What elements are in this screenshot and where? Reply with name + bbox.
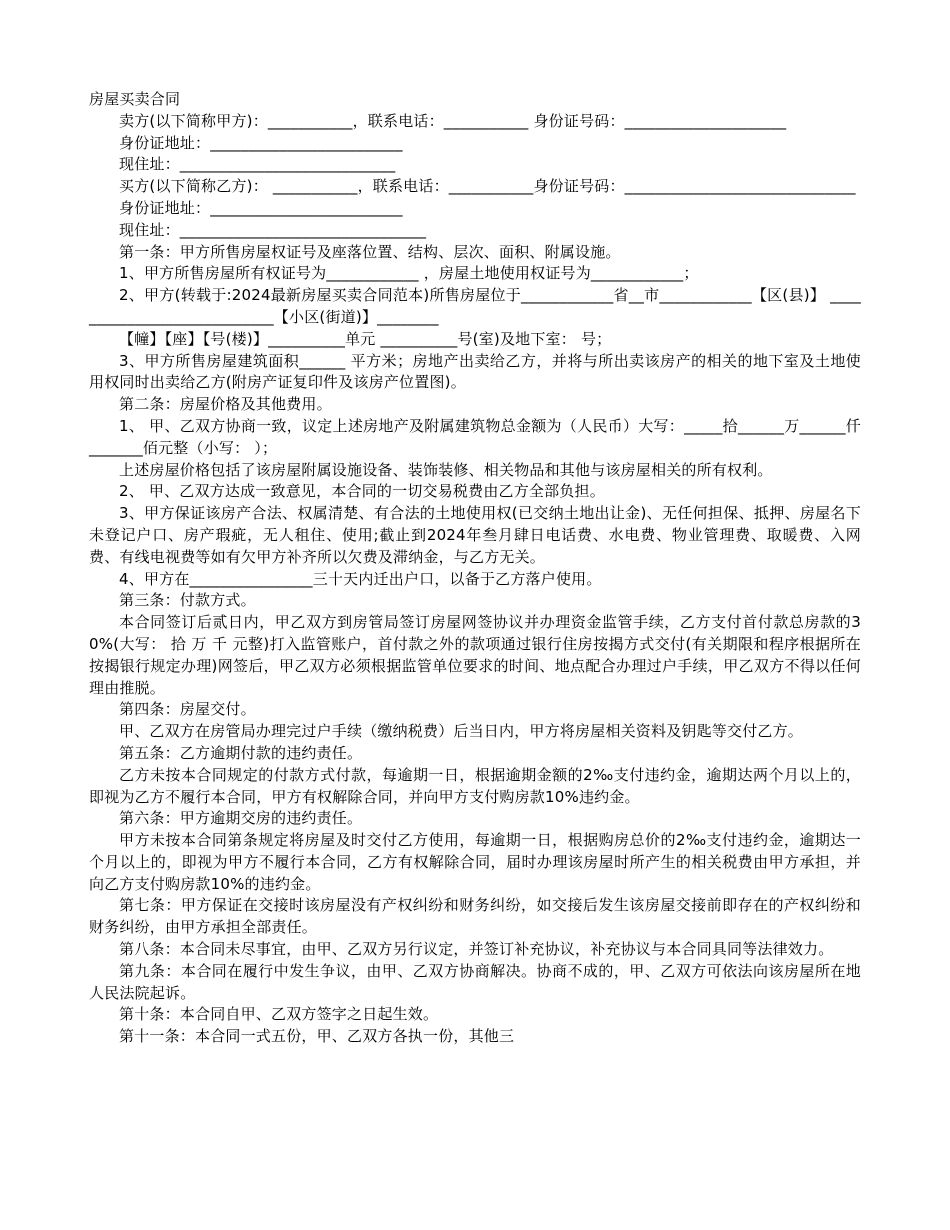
article-11: 第十一条：本合同一式五份，甲、乙双方各执一份，其他三 bbox=[119, 1027, 515, 1046]
document-body bbox=[89, 89, 861, 1048]
article-1-item-2: 2、甲方(转载于:2024最新房屋买卖合同范本)所售房屋位于____________省__市____________【区(县)】 ____________________________【小区(街道)】________ bbox=[89, 286, 861, 326]
document-title: 房屋买卖合同 bbox=[89, 90, 181, 108]
article-2-heading: 第二条：房屋价格及其他费用。 bbox=[119, 395, 332, 414]
article-2-item-2: 2、 甲、乙双方达成一致意见，本合同的一切交易税费由乙方全部负担。 bbox=[119, 482, 605, 501]
article-10: 第十条：本合同自甲、乙双方签字之日起生效。 bbox=[119, 1005, 439, 1024]
article-6-body: 甲方未按本合同第条规定将房屋及时交付乙方使用，每逾期一日，根据购房总价的2‰支付违约金，逾期达一个月以上的，即视为甲方不履行本合同，乙方有权解除合同，届时办理该房屋时所产生的相关税费由甲方承担，并向乙方支付购房款10%的违约金。 bbox=[89, 831, 861, 893]
article-8: 第八条：本合同未尽事宜，由甲、乙双方另行议定，并签订补充协议，补充协议与本合同具同等法律效力。 bbox=[119, 940, 834, 959]
article-2-item-4: 4、甲方在________________三十天内迁出户口，以备于乙方落户使用。 bbox=[119, 569, 602, 588]
article-2-price-scope: 上述房屋价格包括了该房屋附属设施设备、装饰装修、相关物品和其他与该房屋相关的所有权利。 bbox=[119, 460, 773, 479]
article-2-item-1: 1、 甲、乙双方协商一致，议定上述房地产及附属建筑物总金额为（人民币）大写：_____拾______万______仟_______佰元整（小写： ）； bbox=[89, 416, 861, 457]
article-9: 第九条：本合同在履行中发生争议，由甲、乙双方协商解决。协商不成的，甲、乙双方可依法向该房屋所在地人民法院起诉。 bbox=[89, 961, 861, 1002]
article-2-item-3: 3、甲方保证该房产合法、权属清楚、有合法的土地使用权(已交纳土地出让金)、无任何担保、抵押、房屋名下未登记户口、房产瑕疵，无人租住、使用;截止到2024年叁月肆日电话费、水电费、物业管理费、取暖费、入网费、有线电视费等如有欠甲方补齐所以欠费及滞纳金，与乙方无关。 bbox=[89, 504, 861, 566]
seller-current-address: 现住址：____________________________ bbox=[119, 155, 396, 174]
article-1-item-3: 3、甲方所售房屋建筑面积______ 平方米；房地产出卖给乙方，并将与所出卖该房产的相关的地下室及土地使用权同时出卖给乙方(附房产证复印件及该房产位置图)。 bbox=[89, 351, 861, 392]
article-5-body: 乙方未按本合同规定的付款方式付款，每逾期一日，根据逾期金额的2‰支付违约金，逾期达两个月以上的，即视为乙方不履行本合同，甲方有权解除合同，并向甲方支付购房款10%违约金。 bbox=[89, 765, 861, 806]
article-5-heading: 第五条：乙方逾期付款的违约责任。 bbox=[119, 743, 363, 762]
seller-info: 卖方(以下简称甲方)：___________，联系电话：___________ 身份证号码：_____________________ bbox=[119, 111, 787, 130]
article-7: 第七条：甲方保证在交接时该房屋没有产权纠纷和财务纠纷，如交接后发生该房屋交接前即存在的产权纠纷和财务纠纷，由甲方承担全部责任。 bbox=[89, 896, 861, 937]
article-1-item-1: 1、甲方所售房屋所有权证号为____________ ，房屋土地使用权证号为____________； bbox=[119, 264, 699, 283]
article-3-heading: 第三条：付款方式。 bbox=[119, 591, 256, 610]
article-1-heading: 第一条：甲方所售房屋权证号及座落位置、结构、层次、面积、附属设施。 bbox=[119, 242, 621, 261]
article-3-body: 本合同签订后贰日内，甲乙双方到房管局签订房屋网签协议并办理资金监管手续，乙方支付首付款总房款的30%(大写： 拾 万 千 元整)打入监管账户，首付款之外的款项通过银行住房按揭方式交付(有关期限和程序根据所在按揭银行规定办理)网签后，甲乙双方必须根据监管单位要求的时间、地点配合办理过户手续，甲乙双方不得以任何理由推脱。 bbox=[89, 613, 861, 697]
buyer-info: 买方(以下简称乙方)： ___________，联系电话：___________身份证号码：______________________________ bbox=[119, 177, 856, 196]
article-6-heading: 第六条：甲方逾期交房的违约责任。 bbox=[119, 809, 363, 828]
article-4-heading: 第四条：房屋交付。 bbox=[119, 700, 256, 719]
buyer-id-address: 身份证地址：_________________________ bbox=[119, 198, 403, 217]
buyer-current-address: 现住址：________________________________ bbox=[119, 220, 427, 239]
article-4-body: 甲、乙双方在房管局办理完过户手续（缴纳税费）后当日内，甲方将房屋相关资料及钥匙等交付乙方。 bbox=[119, 722, 804, 741]
seller-id-address: 身份证地址：_________________________ bbox=[119, 133, 403, 152]
article-1-item-2-building: 【幢】【座】【号(楼)】__________单元 __________号(室)及地下室： 号； bbox=[119, 329, 612, 348]
